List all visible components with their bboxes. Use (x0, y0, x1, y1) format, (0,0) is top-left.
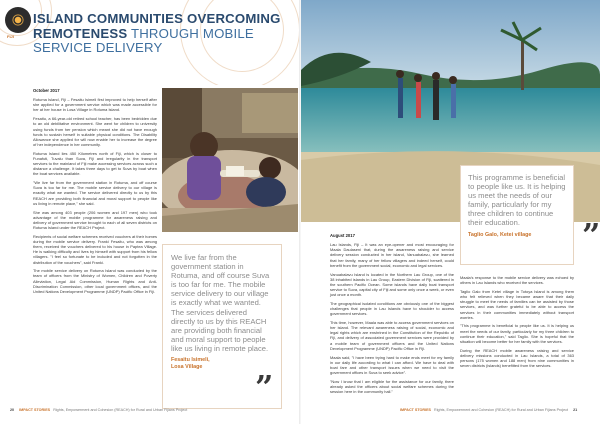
paragraph: Vanuabalavu Island is located in the Northern Lau Group, one of the 38 inhabited islands in Lau Group, Eastern Division of Fiji, scattered in the southern Pacific Ocean. Some islands have daily boat transport service to Suva, capital city of Fiji and some only once a week, or even just once a month. (330, 271, 454, 298)
right-footer (400, 408, 577, 412)
paragraph: Rotuma Island, Fiji – Fesaitu Isimeli first improved to help herself after she applied for a government service which was made accessible for her at her house in Losa Village in Rotuma Island. (33, 97, 157, 113)
quote-text: This programme is beneficial to people like us. It is helping us meet the needs of our family, particularly for my three children to continue their education. (468, 173, 566, 228)
title-line-1: ISLAND COMMUNITIES OVERCOMING (33, 11, 281, 26)
page-number: 21 (573, 408, 578, 412)
page-title (33, 12, 295, 56)
paragraph: "This programme is beneficial to people like us. It is helping us meet the needs of our family, particularly for my three children to continue their education," said Taglio. She is hopeful that the situation will become better for her family with the services. (460, 323, 574, 344)
section-label: IMPACT STORIES (400, 408, 432, 412)
page-number: 20 (10, 408, 15, 412)
right-article-column (330, 233, 454, 398)
article-date: August 2017 (330, 233, 355, 238)
article-header (0, 0, 300, 85)
paragraph: Maala said, "I have been trying hard to make ends meet for my family in our daily life according to what I can afford. We have to deal with boat fare and other transport issues when we need to visit the government offices in Suva to seek advice". (330, 354, 454, 375)
title-line-3: SERVICE DELIVERY (33, 40, 163, 55)
country-badge-logo (5, 7, 31, 33)
paragraph: Fesaitu, a 66-year-old retired school teacher, has been bedridden due to an old debilitative environment. She went for children to university using funds from her pension which meant she did not have enough funds to sustain herself in suitable physical conditions. The Disability Allowance she applied for will now enable her to increase the degree of her independence in her community. (33, 116, 157, 147)
paragraph: Taglio Galo from Ketei village in Totoya Island is among them who felt relieved when they became aware that their daily struggle to meet the needs of families can be assisted by those services, and was further grateful to be able to access the services in their communities immediately without transport worries. (460, 288, 574, 320)
paragraph: Rotuma Island lies 450 Kilometres north of Fiji, which is closer to Funafuti, Tuvalu than Suva, Fiji and irregularity in the transport services to the mainland of Fiji make accessing services across such a distance a challenge. It takes three days to get to Suva by boat when the boat services available. (33, 150, 157, 177)
title-line-2-light: THROUGH MOBILE (127, 25, 254, 41)
left-article-column (33, 88, 157, 298)
right-article-column-2 (460, 275, 574, 372)
paragraph: This time, however, Maala was able to access government services on her island. The relevant awareness raising of social, economic and legal rights which are enshrined in the Constitution of the Republic of Fiji, and delivery of associated government services were provided by a mobile team of government officers and the United Nations Development Programme (UNDP) Pacific Office in Fiji. (330, 319, 454, 351)
left-footer (10, 408, 187, 412)
paragraph: The geographical isolated conditions are obviously one of the biggest challenges that people in Lau Islands have to shoulder to access government services. (330, 300, 454, 317)
article-date: October 2017 (33, 88, 60, 93)
paragraph: "Now I know that I am eligible for the assistance for our family, there already asked the officers about social welfare schemes during the session here in the community hall." (330, 378, 454, 395)
title-line-2-bold: REMOTENESS (33, 25, 128, 41)
country-label: FIJI (7, 34, 14, 39)
photo-illustration (162, 88, 298, 232)
closing-quote-mark-icon: ” (255, 368, 274, 406)
quote-attribution: Taglio Galo, Ketei village (468, 231, 532, 238)
paragraph: Recipients of social welfare schemes received vouchers at their homes during the mobile service delivery. Franki Fesaitu, who was among them, received the vouchers delivered to his house in Paptea Village. He is walking difficulty and lives by himself with support from his fellow villagers. "I feel so fortunate to be included and not forgotten in the distribution of the vouchers", said Franki. (33, 233, 157, 265)
paragraph: Maala's response to the mobile service delivery was echoed by others in Lau Islands who received the services. (460, 275, 574, 286)
paragraph: During the REACH mobile awareness raising and service delivery missions conducted in Lau Islands, a total of 363 persons (175 women and 188 men) from nine communities in seven districts (islands) benefitted from the services. (460, 347, 574, 369)
quote-attribution-place: Losa Village (171, 363, 203, 370)
pull-quote-right (460, 165, 574, 265)
footer-text: Rights, Empowerment and Cohesion (REACH) for Rural and Urban Fijians Project (434, 408, 569, 412)
sun-emblem-icon (11, 13, 25, 27)
footer-text: Rights, Empowerment and Cohesion (REACH) for Rural and Urban Fijians Project (53, 408, 188, 412)
paragraph: She was among 403 people (206 women and 197 men) who took advantage of the mobile programme for awareness raising and delivery of government service brought to each of all seven districts on Rotuma Island under the REACH Project. (33, 209, 157, 230)
paragraph: "We live far from the government station in Rotuma, and off course Suva is too far for me. The mobile service delivery to our village is exactly what we wanted. The service delivered directly to us by this REACH are providing both financial and moral support to people like us living in remote place," she said. (33, 180, 157, 206)
closing-quote-mark-icon: ” (582, 216, 600, 254)
section-label: IMPACT STORIES (19, 408, 51, 412)
quote-text: We live far from the government station in Rotuma, and off course Suva is too far for me. The mobile service delivery to our village is exactly what we wanted. The services delivered directly to us by this REACH are providing both financial and moral support to people like us living in remote place. (171, 253, 270, 353)
paragraph: Lau Islands, Fiji – It was an eye-opener and most encouraging for Maala Daulaseni that, during the awareness raising and service delivery session conducted in her island, Vanuabalavu, she learned that her family, many of her fellow villagers and indeed herself, could benefit from the government social, economic and legal services. (330, 242, 454, 268)
paragraph: The mobile service delivery on Rotuma Island was conducted by the team of officers from the Ministry of Women, Children and Poverty Alleviation, Legal Aid Commission, Human Rights and Anti-Discrimination Commission, other local government offices, and the United Nations Development Programme (UNDP) Pacific Office in Fiji. (33, 268, 157, 294)
photo-woman-in-bed (162, 88, 298, 232)
quote-attribution-name: Fesaitu Isimeli, (171, 357, 210, 364)
